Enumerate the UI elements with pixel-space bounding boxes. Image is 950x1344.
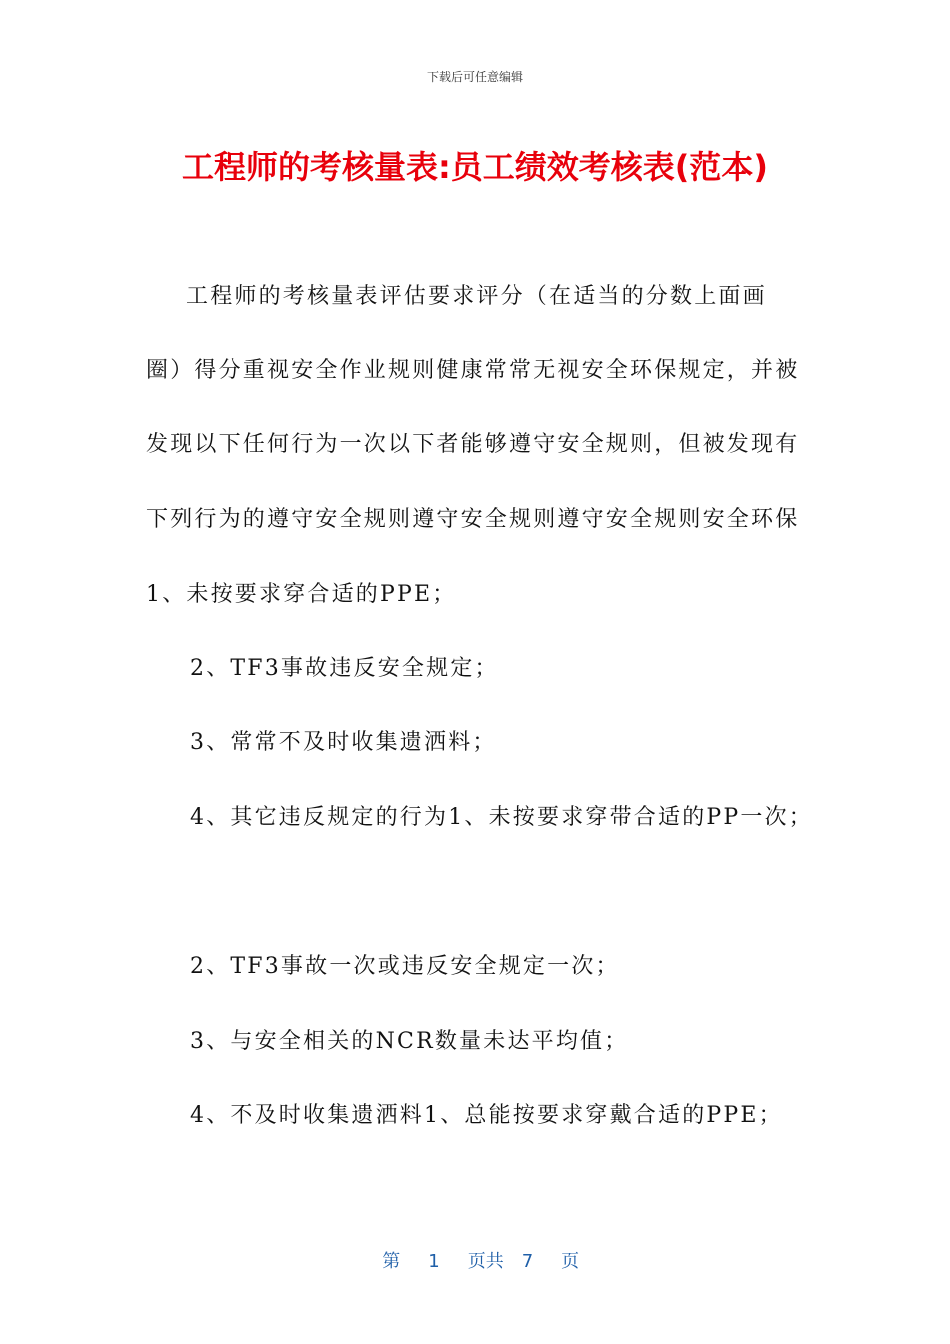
body-line: 发现以下任何行为一次以下者能够遵守安全规则，但被发现有: [146, 432, 800, 457]
footer-middle: 页共: [467, 1251, 504, 1272]
header-note: 下载后可任意编辑: [426, 70, 523, 84]
body-line: 3、常常不及时收集遗洒料；: [190, 730, 497, 755]
body-line: 4、不及时收集遗洒料1、总能按要求穿戴合适的PPE；: [190, 1103, 783, 1128]
body-line: 下列行为的遵守安全规则遵守安全规则遵守安全规则安全环保: [146, 507, 800, 532]
page-title: 工程师的考核量表:员工绩效考核表(范本): [181, 148, 769, 186]
footer-total-pages: 7: [521, 1251, 534, 1272]
body-line: 3、与安全相关的NCR数量未达平均值；: [190, 1029, 629, 1054]
body-line: 1、未按要求穿合适的PPE；: [146, 582, 457, 607]
body-line: 工程师的考核量表评估要求评分（在适当的分数上面画: [186, 284, 767, 309]
page-footer: [0, 1226, 950, 1273]
body-line: 4、其它违反规定的行为1、未按要求穿带合适的PP一次；: [190, 805, 814, 830]
body-line: 2、TF3事故违反安全规定；: [190, 656, 499, 681]
footer-prefix: 第: [382, 1251, 401, 1272]
body-line: 圈）得分重视安全作业规则健康常常无视安全环保规定，并被: [146, 358, 800, 383]
footer-page-number: 1: [428, 1251, 440, 1272]
footer-suffix: 页: [561, 1251, 580, 1272]
body-line: 2、TF3事故一次或违反安全规定一次；: [190, 954, 620, 979]
